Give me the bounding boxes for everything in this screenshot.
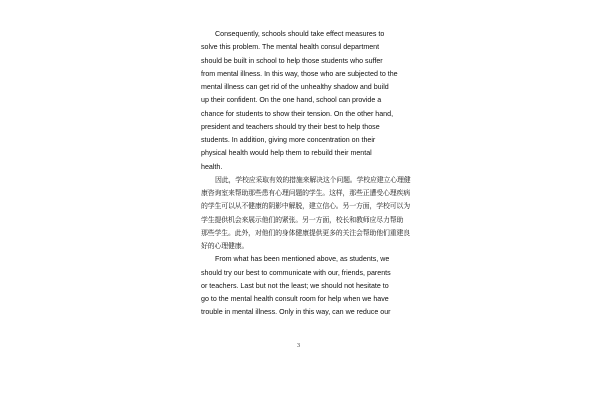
text-line: 好的心理健康。 [201,242,249,250]
text-line: 康咨询室来帮助那些患有心理问题的学生。这样，那些正遭受心理疾病 [201,189,410,197]
text-line: should be built in school to help those students who suffer [201,56,383,65]
text-line: From what has been mentioned above, as students, we [215,255,390,264]
text-line: students. In addition, giving more concentration on their [201,136,376,144]
page-number: 3 [297,343,300,349]
text-line: up their confident. On the one hand, school can provide a [201,96,382,105]
paragraph-english-2 [201,253,404,319]
text-line: 因此，学校应采取有效的措施来解决这个问题。学校应建立心理健 [215,175,411,184]
text-line: president and teachers should try their best to help those [201,122,380,131]
text-line: trouble in mental illness. Only in this way, can we reduce our [201,308,391,317]
text-line: go to the mental health consult room for help when we have [201,295,389,303]
text-line: solve this problem. The mental health consul department [201,43,380,52]
text-line: 的学生可以从不健康的阴影中解脱，建立信心。另一方面，学校可以为 [201,202,410,211]
text-body [201,28,411,320]
text-line: 那些学生。此外，对他们的身体健康提供更多的关注会帮助他们重建良 [201,228,410,237]
text-line: physical health would help them to rebuild their mental [201,149,372,158]
text-line: or teachers. Last but not the least; we should not hesitate to [201,281,389,290]
text-line: should try our best to communicate with our, friends, parents [201,268,391,277]
paragraph-chinese [201,174,411,254]
text-line: 学生提供机会来展示他们的紧张。另一方面，校长和教师应尽力帮助 [201,215,404,224]
text-line: chance for students to show their tension. On the other hand, [201,109,394,118]
text-line: from mental illness. In this way, those who are subjected to the [201,69,398,78]
text-line: Consequently, schools should take effect measures to [215,30,385,38]
paragraph-english-1 [201,28,404,174]
text-line: health. [201,162,223,171]
text-line: mental illness can get rid of the unhealthy shadow and build [201,83,389,91]
